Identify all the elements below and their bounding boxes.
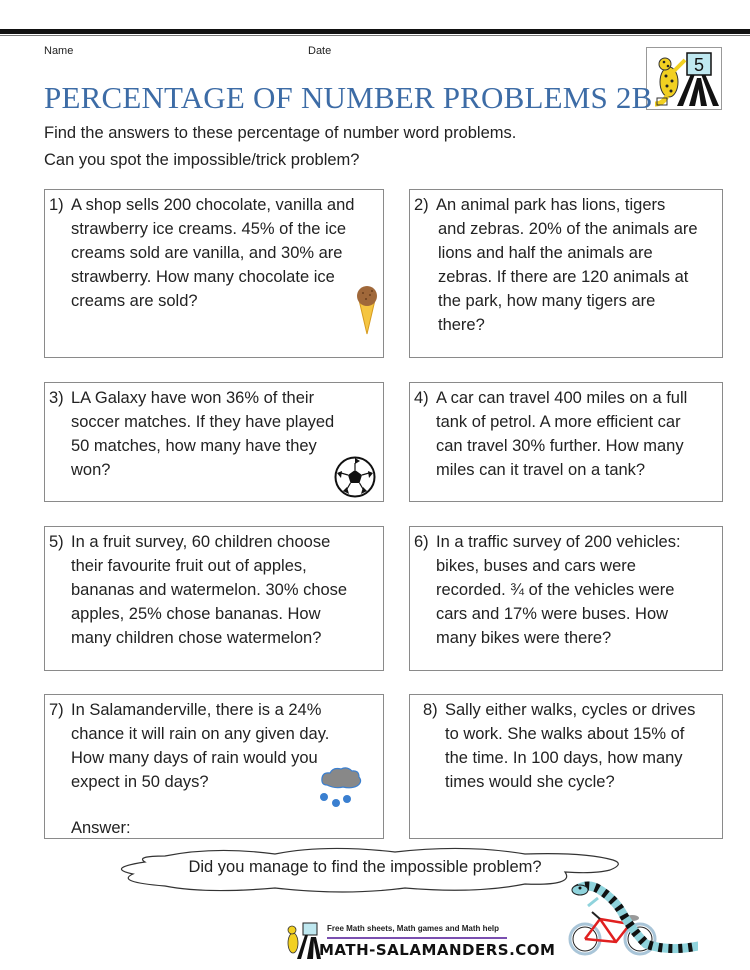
page-title: PERCENTAGE OF NUMBER PROBLEMS 2B [44, 80, 653, 115]
problem-box-4 [409, 382, 723, 502]
top-rule [0, 29, 750, 34]
problem-text: LA Galaxy have won 36% of their soccer matches. If they have played 50 matches, how many have they won? [71, 389, 335, 479]
date-label: Date [308, 45, 332, 57]
problem-number: 6) [414, 533, 429, 551]
instructions-line-2: Can you spot the impossible/trick problem? [44, 151, 360, 169]
answer-label: Answer: [71, 819, 131, 837]
problem-number: 5) [49, 533, 64, 551]
footer-tagline: Free Math sheets, Math games and Math help [327, 924, 500, 933]
footer-divider [327, 937, 507, 939]
problem-box-2 [409, 189, 723, 358]
problem-box-1 [44, 189, 384, 358]
footer-site-name[interactable]: MATH-SALAMANDERS.COM [319, 941, 556, 959]
problem-text: In a traffic survey of 200 vehicles: bikes, buses and cars were recorded. ¾ of the vehicles were cars and 17% were buses. How many bikes were there? [436, 533, 681, 647]
problem-text: In a fruit survey, 60 children choose their favourite fruit out of apples, bananas and watermelon. 30% chose apples, 25% chose bananas. How many children chose watermelon? [71, 533, 348, 647]
problem-number: 3) [49, 389, 64, 407]
footer-logo[interactable] [283, 921, 556, 963]
salamander-mascot-icon [283, 921, 323, 961]
problem-box-6 [409, 526, 723, 671]
grade-logo [646, 47, 722, 110]
problem-text: Sally either walks, cycles or drives to work. She walks about 15% of the time. In 100 days, how many times would she cycle? [445, 701, 696, 791]
problem-text: A shop sells 200 chocolate, vanilla and strawberry ice creams. 45% of the ice creams sold are vanilla, and 30% are strawberry. How many chocolate ice creams are sold? [71, 196, 355, 310]
problem-box-7 [44, 694, 384, 839]
problem-number: 7) [49, 701, 64, 719]
cloud-speech-bubble [105, 842, 625, 900]
top-rule-thin [0, 35, 750, 36]
problem-text: A car can travel 400 miles on a full tank of petrol. A more efficient car can travel 30% further. How many miles can it travel on a tank? [436, 389, 688, 479]
ice-cream-cone-icon [355, 286, 379, 336]
salamander-cycling-icon [558, 876, 698, 956]
problem-text: An animal park has lions, tigers and zebras. 20% of the animals are lions and half the animals are zebras. If there are 120 animals at the park, how many tigers are there? [436, 196, 698, 334]
rain-cloud-icon [317, 765, 367, 811]
problem-number: 2) [414, 196, 429, 214]
problem-text: In Salamanderville, there is a 24% chance it will rain on any given day. How many days of rain would you expect in 50 days? [71, 701, 330, 791]
problem-box-8 [409, 694, 723, 839]
problem-box-5 [44, 526, 384, 671]
cloud-question: Did you manage to find the impossible problem? [188, 858, 542, 876]
problem-number: 8) [423, 701, 438, 719]
svg-text:5: 5 [693, 55, 705, 75]
problem-number: 1) [49, 196, 64, 214]
instructions-line-1: Find the answers to these percentage of number word problems. [44, 124, 517, 142]
salamander-easel-icon [647, 48, 721, 109]
name-label: Name [44, 45, 74, 57]
problem-number: 4) [414, 389, 429, 407]
soccer-ball-icon [334, 456, 376, 498]
problem-box-3 [44, 382, 384, 502]
